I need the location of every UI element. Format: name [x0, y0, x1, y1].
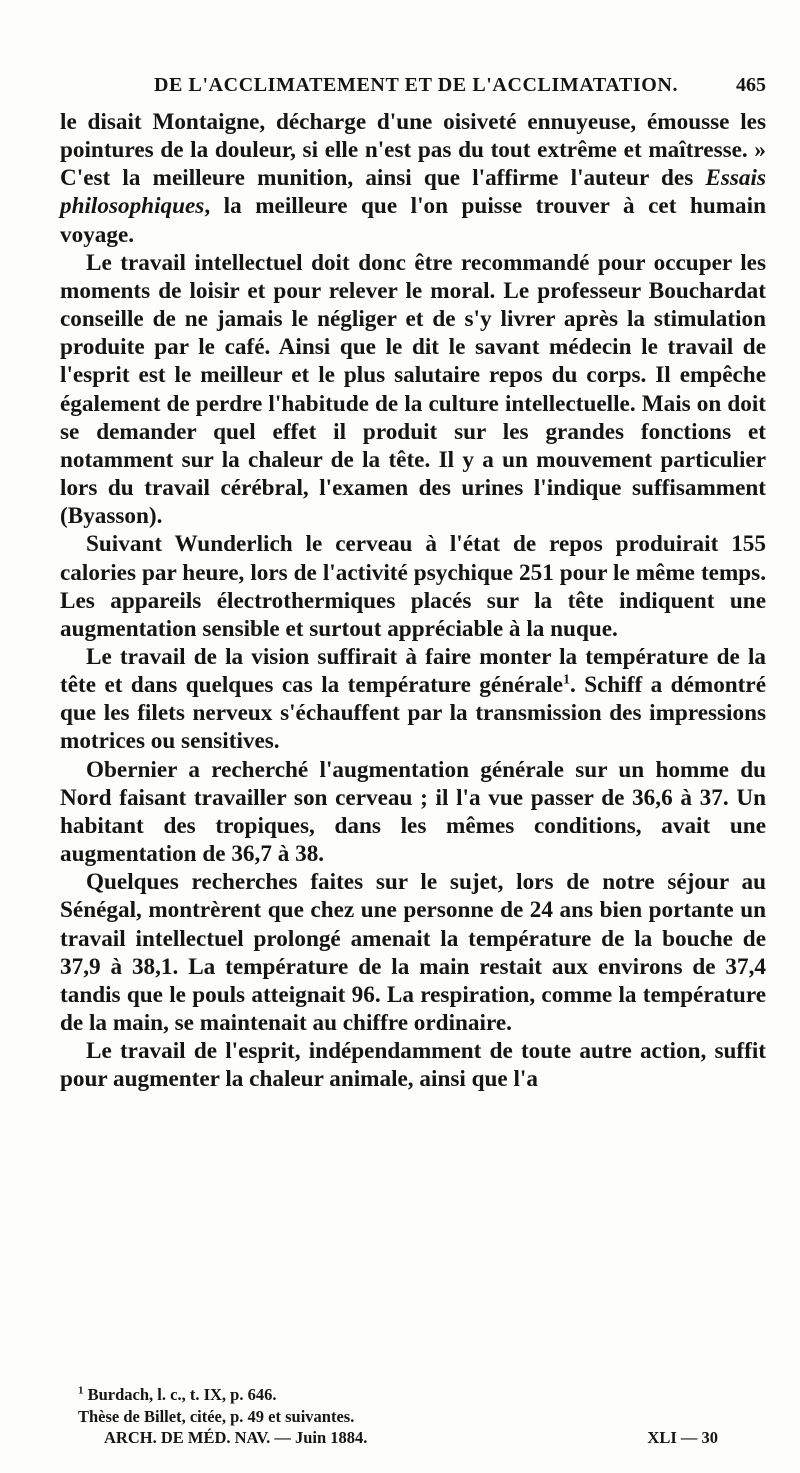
paragraph-4-part-b: . Schiff a démontré que les filets nerveux s'échauffent par la transmission des impressions motrices ou sensitives. [60, 672, 766, 755]
paragraph-1-part-b: , la meilleure que l'on puisse trouver à cet humain voyage. [60, 193, 766, 248]
body-text [60, 108, 766, 1093]
footnotes [60, 1384, 766, 1428]
footnote-2: Thèse de Billet, citée, p. 49 et suivantes. [78, 1407, 355, 1426]
footnote-1-mark: 1 [78, 1384, 84, 1397]
page-footer [104, 1428, 718, 1452]
paragraph-1-part-a: le disait Montaigne, décharge d'une oisiveté ennuyeuse, émousse les pointures de la douleur, si elle n'est pas du tout extrême et maîtresse. » C'est la meilleure munition, ainsi que l'affirme l'auteur des [60, 109, 766, 192]
footnote-ref-1: 1 [563, 672, 570, 688]
paragraph-6: Quelques recherches faites sur le sujet, lors de notre séjour au Sénégal, montrèrent que chez une personne de 24 ans bien portante un travail intellectuel prolongé amenait la température de la bouche de 37,9 à 38,1. La température de la main restait aux environs de 37,4 tandis que le pouls atteignait 96. La respiration, comme la température de la main, se maintenait au chiffre ordinaire. [60, 869, 766, 1036]
paragraph-3: Suivant Wunderlich le cerveau à l'état de repos produirait 155 calories par heure, lors de l'activité psychique 251 pour le même temps. Les appareils électrothermiques placés sur la tête indiquent une augmentation sensible et surtout appréciable à la nuque. [60, 531, 766, 642]
footnote-1-text: Burdach, l. c., t. IX, p. 646. [87, 1385, 277, 1404]
journal-reference: ARCH. DE MÉD. NAV. — Juin 1884. [104, 1428, 368, 1447]
paragraph-4-part-a: Le travail de la vision suffirait à faire monter la température de la tête et dans quelques cas la température générale [60, 643, 766, 699]
page-number: 465 [736, 74, 766, 96]
page-header [66, 74, 766, 104]
paragraph-2: Le travail intellectuel doit donc être recommandé pour occuper les moments de loisir et pour relever le moral. Le professeur Bouchardat conseille de ne jamais le négliger et de s'y livrer après la stimulation produite par le café. Ainsi que le dit le savant médecin le travail de l'esprit est le meilleur et le plus salutaire repos du corps. Il empêche également de perdre l'habitude de la culture intellectuelle. Mais on doit se demander quel effet il produit sur les grandes fonctions et notamment sur la chaleur de la tête. Il y a un mouvement particulier lors du travail cérébral, l'examen des urines l'indique suffisamment (Byasson). [60, 249, 766, 530]
paragraph-5: Obernier a recherché l'augmentation générale sur un homme du Nord faisant travailler son cerveau ; il l'a vue passer de 36,6 à 37. Un habitant des tropiques, dans les mêmes conditions, avait une augmentation de 36,7 à 38. [60, 756, 766, 868]
running-head: DE L'ACCLIMATEMENT ET DE L'ACCLIMATATION. [153, 74, 679, 96]
paragraph-7: Le travail de l'esprit, indépendamment de toute autre action, suffit pour augmenter la chaleur animale, ainsi que l'a [60, 1038, 766, 1093]
book-title-essais: Essais philosophiques [60, 165, 766, 220]
paragraph-1 [60, 108, 766, 249]
footnote-1 [60, 1384, 766, 1406]
signature-mark: XLI — 30 [647, 1428, 718, 1447]
paragraph-4 [60, 643, 766, 756]
